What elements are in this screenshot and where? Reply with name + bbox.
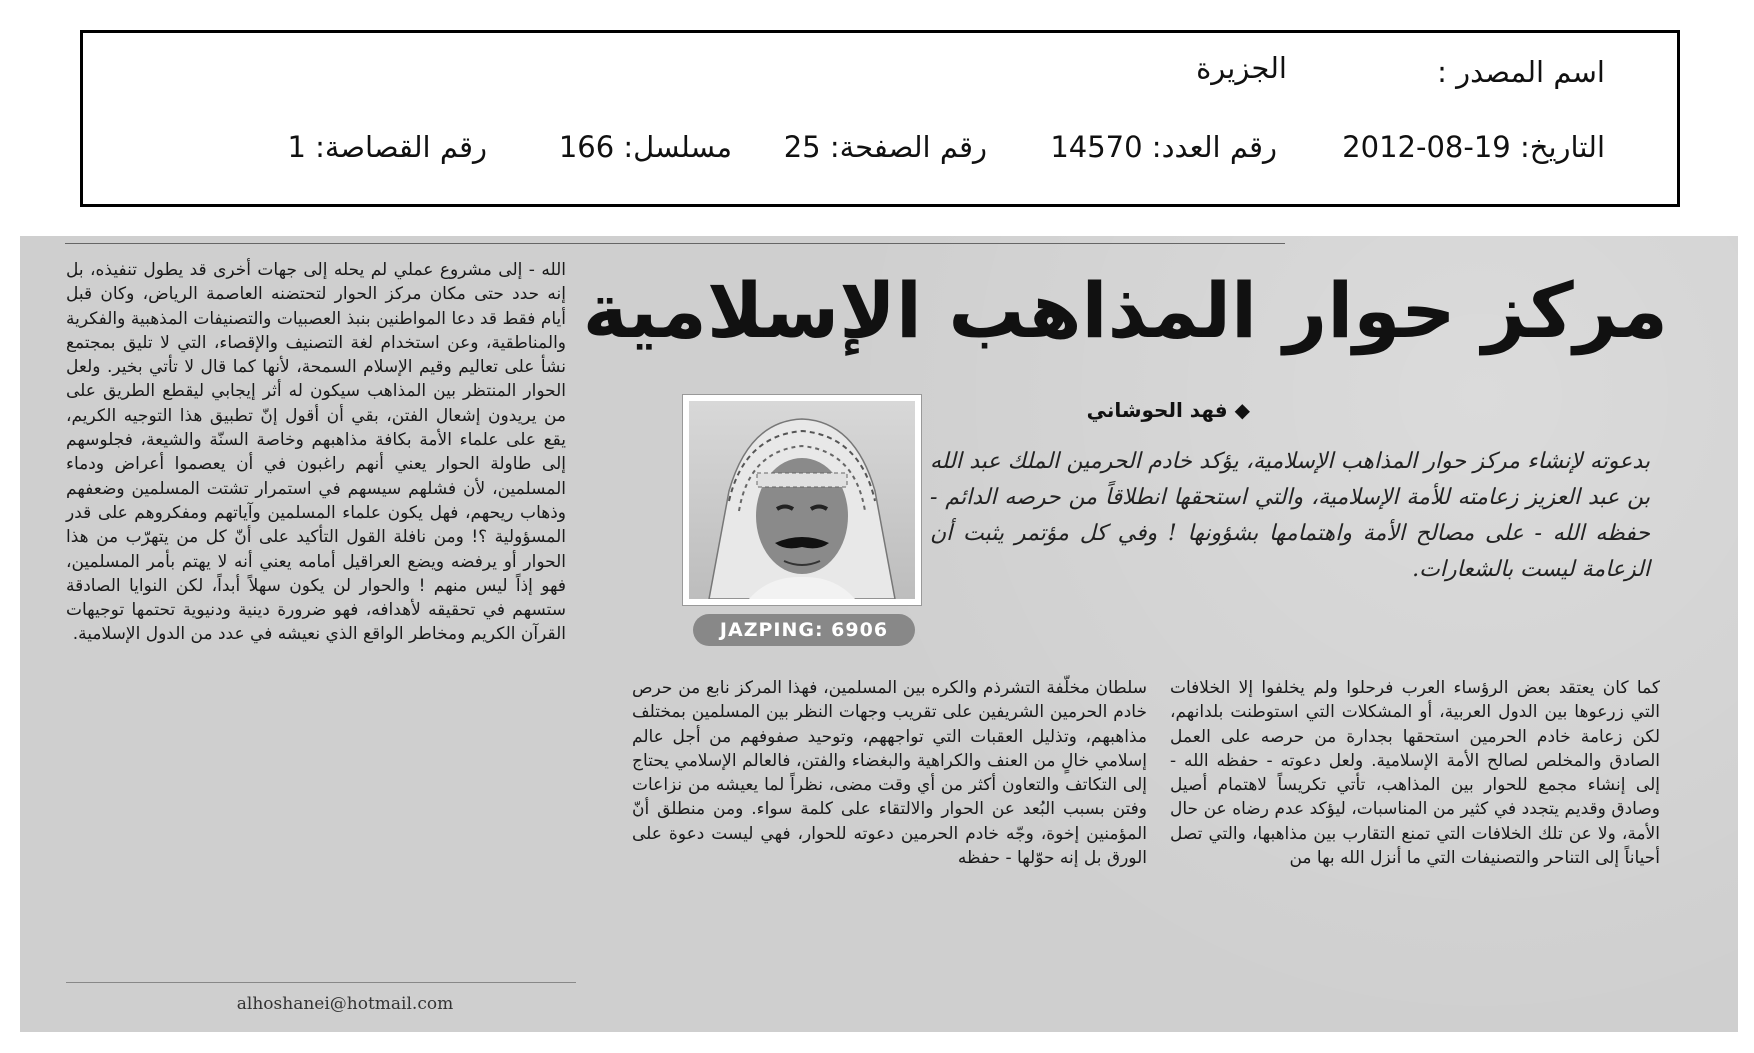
date-field: التاريخ: 19-08-2012 — [1342, 130, 1605, 164]
clip-number-field: رقم القصاصة: 1 — [287, 130, 487, 164]
page-number-field: رقم الصفحة: 25 — [783, 130, 987, 164]
email-rule — [66, 982, 576, 983]
author-photo — [682, 394, 922, 606]
article-intro: بدعوته لإنشاء مركز حوار المذاهب الإسلامية، يؤكد خادم الحرمين الملك عبد الله بن عبد العزيز زعامته للأمة الإسلامية، والتي استحقها انطلاقاً من حرصه الدائم - حفظه الله - على مصالح الأمة واهتمامها بشؤونها ! وفي كل مؤتمر يثبت أن الزعامة ليست بالشعارات. — [930, 449, 1650, 582]
author-byline: ◆ فهد الحوشاني — [1086, 398, 1250, 422]
serial-field: مسلسل: 166 — [558, 130, 732, 164]
newspaper-clipping — [20, 236, 1738, 1032]
issue-number-field: رقم العدد: 14570 — [1050, 130, 1277, 164]
photo-code-badge: JAZPING: 6906 — [693, 614, 915, 646]
author-portrait-image — [689, 401, 915, 599]
article-column-middle: سلطان مخلّفة التشرذم والكره بين المسلمين، فهذا المركز نابع من حرص خادم الحرمين الشريفين على تقريب وجهات النظر بين المسلمين بمختلف مذاهبهم، وتذليل العقبات التي تواجههم، وتوحيد صفوفهم من أجل عالم إسلامي خالٍ من العنف والكراهية والبغضاء والفتن، فالعالم الإسلامي يحتاج إلى التكاتف والتعاون أكثر من أي وقت مضى، نظراً لما يعيشه من نزاعات وفتن بسبب البُعد عن الحوار والالتقاء على كلمة سواء. ومن منطلق أنّ المؤمنين إخوة، وجّه خادم الحرمين دعوته للحوار، فهي ليست دعوة على الورق بل إنه حوّلها - حفظه — [632, 678, 1147, 869]
source-label: اسم المصدر : — [1437, 55, 1605, 89]
source-value: الجزيرة — [1196, 51, 1287, 85]
article-column-right: كما كان يعتقد بعض الرؤساء العرب فرحلوا ولم يخلفوا إلا الخلافات التي زرعوها بين الدول العربية، أو المشكلات التي استوطنت بلدانهم، لكن زعامة خادم الحرمين استحقها بجدارة من حرصه على العمل الصادق والمخلص لصالح الأمة الإسلامية. ولعل دعوته - حفظه الله - إلى إنشاء مجمع للحوار بين المذاهب، تأتي تكريساً لاهتمام أصيل وصادق وقديم يتجدد في كثير من المناسبات، ليؤكد عدم رضاه عن حال الأمة، ولا عن تلك الخلافات التي تمنع التقارب بين مذاهبها، والتي تصل أحياناً إلى التناحر والتصنيفات التي ما أنزل الله بها من — [1170, 678, 1660, 869]
top-rule — [65, 243, 1285, 244]
document-header-box — [80, 30, 1680, 207]
article-column-left: الله - إلى مشروع عملي لم يحله إلى جهات أخرى قد يطول تنفيذه، بل إنه حدد حتى مكان مركز الحوار لتحتضنه العاصمة الرياض، وكان قبل أيام فقط قد دعا المواطنين بنبذ العصبيات والتصنيفات المذهبية والفكرية والمناطقية، وعن استخدام لغة التصنيف والإقصاء، التي لا تليق بمجتمع نشأ على تعاليم وقيم الإسلام السمحة، لأنها كما قال لا تأتي بخير. ولعل الحوار المنتظر بين المذاهب سيكون له أثر إيجابي ليقطع الطريق على من يريدون إشعال الفتن، بقي أن أقول إنّ تطبيق هذا التوجيه الكريم، يقع على علماء الأمة بكافة مذاهبهم وخاصة السنّة والشيعة، فجلوسهم إلى طاولة الحوار يعني أنهم راغبون في أن يعصموا أعراض ودماء المسلمين، لأن فشلهم سيسهم في استمرار تشتت المسلمين وضعفهم وذهاب ريحهم، فهل يكون علماء المسلمين وآياتهم ومفكروهم على قدر المسؤولية ؟! ومن نافلة القول التأكيد على أنّ كل من يتهرّب من هذا الحوار أو يرفضه ويضع العراقيل أمامه يعني أنه لا يهتم بأمر المسلمين، فهو إذاً ليس منهم ! والحوار لن يكون سهلاً أبداً، لكن النوايا الصادقة ستسهم في تحقيقه لأهدافه، فهو ضرورة دينية ودنيوية تحتمها توجيهات القرآن الكريم ومخاطر الواقع الذي نعيشه في عدد من الدول الإسلامية. — [66, 260, 566, 645]
author-email: alhoshanei@hotmail.com — [236, 994, 454, 1014]
article-headline: مركز حوار المذاهب الإسلامية — [582, 266, 1668, 355]
